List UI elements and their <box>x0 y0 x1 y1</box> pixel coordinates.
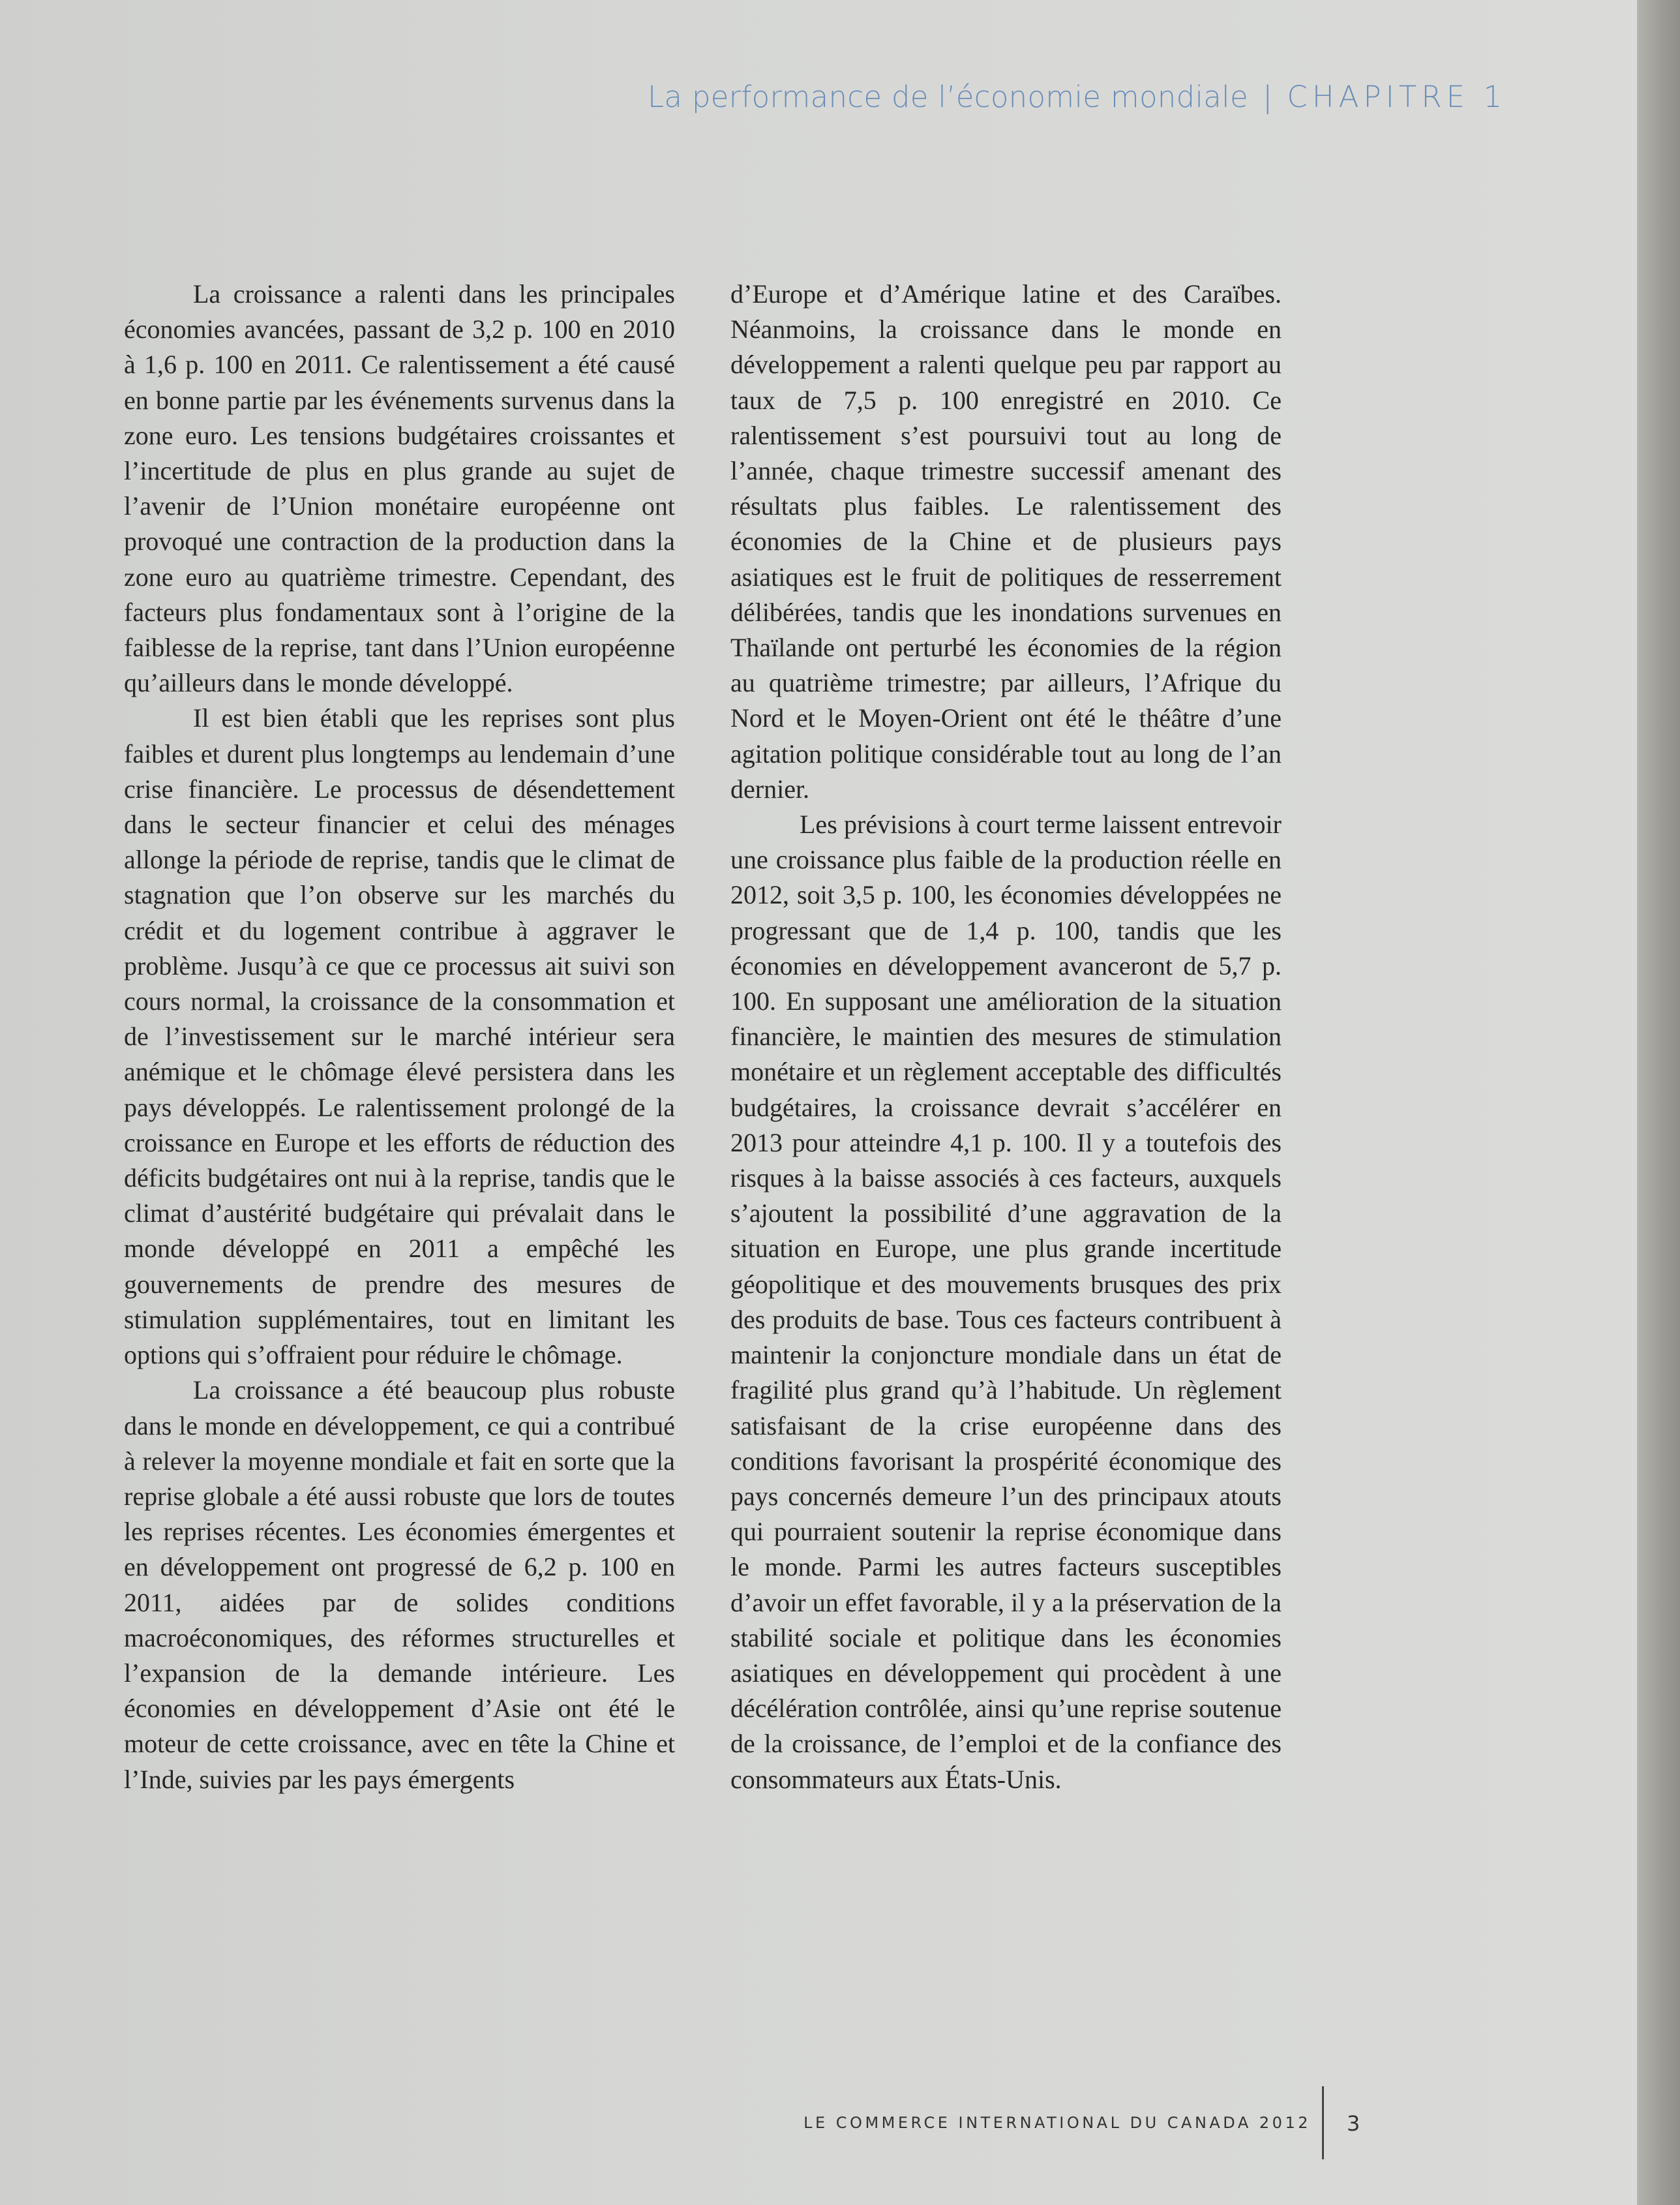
chapter-label: CHAPITRE 1 <box>1287 80 1507 114</box>
running-header <box>648 80 1507 114</box>
page-number: 3 <box>1347 2111 1360 2136</box>
paragraph: Les prévisions à court terme laissent entrevoir une croissance plus faible de la production réelle en 2012, soit 3,5 p. 100, les économies développées ne progressant que de 1,4 p. 100, tandis que les économies en développement avanceront de 5,7 p. 100. En supposant une amélioration de la situation financière, le maintien des mesures de stimulation monétaire et un règlement acceptable des difficultés budgétaires, la croissance devrait s’accélérer en 2013 pour atteindre 4,1 p. 100. Il y a toutefois des risques à la baisse associés à ces facteurs, auxquels s’ajoutent la possibilité d’une aggravation de la situation en Europe, une plus grande incertitude géopolitique et des mouvements brusques des prix des produits de base. Tous ces facteurs contribuent à maintenir la conjoncture mondiale dans un état de fragilité plus grand qu’à l’habitude. Un règlement satisfaisant de la crise européenne dans des conditions favorisant la prospérité économique des pays concernés demeure l’un des principaux atouts qui pourraient soutenir la reprise économique dans le monde. Parmi les autres facteurs susceptibles d’avoir un effet favorable, il y a la préservation de la stabilité sociale et politique dans les économies asiatiques en développement qui procèdent à une décélération contrôlée, ainsi qu’une reprise soutenue de la croissance, de l’emploi et de la confiance des consommateurs aux États-Unis. <box>730 810 1282 1794</box>
header-separator: | <box>1262 80 1273 114</box>
footer-divider <box>1322 2086 1324 2159</box>
paragraph: Il est bien établi que les reprises sont plus faibles et durent plus longtemps au lendemain d’une crise financière. Le processus de désendettement dans le secteur financier et celui des ménages allonge la période de reprise, tandis que le climat de stagnation que l’on observe sur les marchés du crédit et du logement contribue à aggraver le problème. Jusqu’à ce que ce processus ait suivi son cours normal, la croissance de la consommation et de l’investissement sur le marché intérieur sera anémique et le chômage élevé persistera dans les pays développés. Le ralentissement prolongé de la croissance en Europe et les efforts de réduction des déficits budgétaires ont nui à la reprise, tandis que le climat d’austérité budgétaire qui prévalait dans le monde développé en 2011 a empêché les gouvernements de prendre des mesures de stimulation supplémentaires, tout en limitant les options qui s’offraient pour réduire le chômage. <box>124 703 675 1370</box>
section-title: La performance de l’économie mondiale <box>647 80 1248 114</box>
paragraph: La croissance a ralenti dans les principales économies avancées, passant de 3,2 p. 100 en 2010 à 1,6 p. 100 en 2011. Ce ralentissement a été causé en bonne partie par les événements survenus dans la zone euro. Les tensions budgétaires croissantes et l’incertitude de plus en plus grande au sujet de l’avenir de l’Union monétaire européenne ont provoqué une contraction de la production dans la zone euro au quatrième trimestre. Cependant, des facteurs plus fondamentaux sont à l’origine de la faiblesse de la reprise, tant dans l’Union européenne qu’ailleurs dans le monde développé. <box>124 279 675 698</box>
right-column <box>730 277 1282 1797</box>
paragraph: La croissance a été beaucoup plus robuste dans le monde en développement, ce qui a contribué à relever la moyenne mondiale et fait en sorte que la reprise globale a été aussi robuste que lors de toutes les reprises récentes. Les économies émergentes et en développement ont progressé de 6,2 p. 100 en 2011, aidées par de solides conditions macroéconomiques, des réformes structurelles et l’expansion de la demande intérieure. Les économies en développement d’Asie ont été le moteur de cette croissance, avec en tête la Chine et l’Inde, suivies par les pays émergents <box>124 1375 675 1794</box>
running-footer: LE COMMERCE INTERNATIONAL DU CANADA 2012 <box>803 2114 1311 2132</box>
paragraph-continued: d’Europe et d’Amérique latine et des Caraïbes. Néanmoins, la croissance dans le monde en développement a ralenti quelque peu par rapport au taux de 7,5 p. 100 enregistré en 2010. Ce ralentissement s’est poursuivi tout au long de l’année, chaque trimestre successif amenant des résultats plus faibles. Le ralentissement des économies de la Chine et de plusieurs pays asiatiques est le fruit de politiques de resserrement délibérées, tandis que les inondations survenues en Thaïlande ont perturbé les économies de la région au quatrième trimestre; par ailleurs, l’Afrique du Nord et le Moyen-Orient ont été le théâtre d’une agitation politique considérable tout au long de l’an dernier. <box>730 279 1282 804</box>
left-column <box>124 277 675 1797</box>
page-edge <box>1637 0 1680 2205</box>
